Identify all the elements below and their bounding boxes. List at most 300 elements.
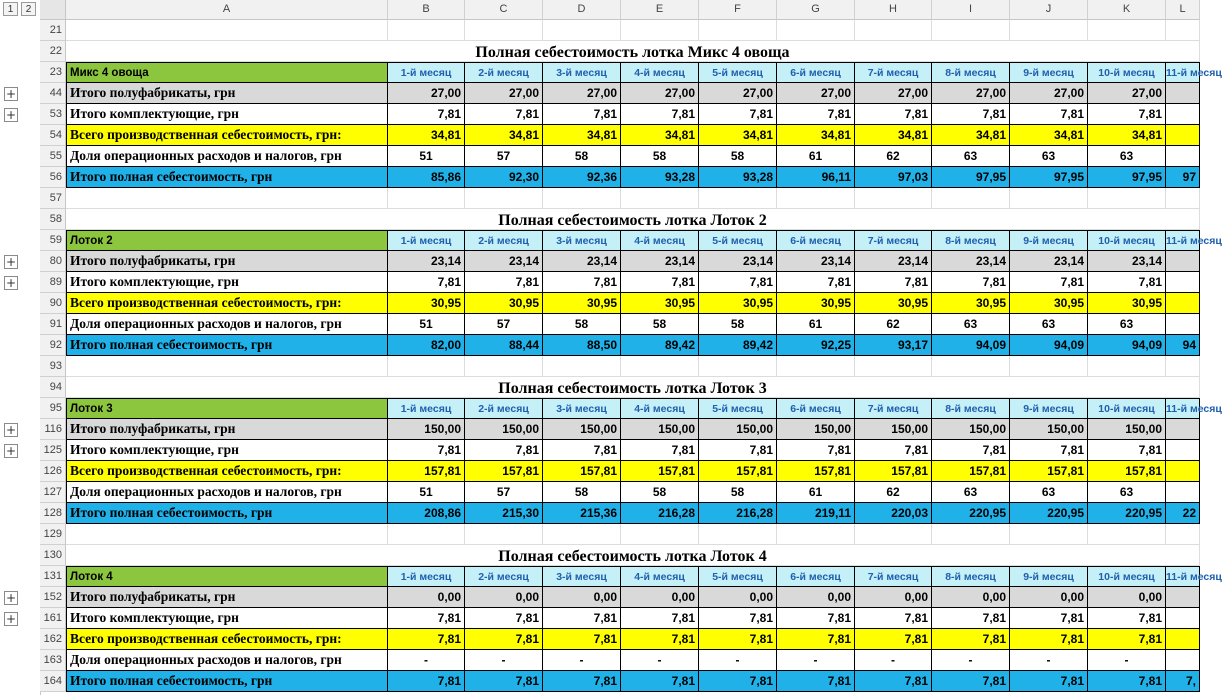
value-cell[interactable]: 27,00 bbox=[777, 83, 855, 104]
outline-level-1-button[interactable]: 1 bbox=[3, 2, 18, 16]
value-cell[interactable]: 150,00 bbox=[932, 419, 1010, 440]
value-cell[interactable]: 51 bbox=[388, 482, 465, 503]
value-cell[interactable]: 7,81 bbox=[932, 440, 1010, 461]
value-cell[interactable]: 7,81 bbox=[465, 272, 543, 293]
value-cell[interactable]: 7,81 bbox=[388, 440, 465, 461]
row-header[interactable]: 21 bbox=[40, 20, 66, 41]
value-cell[interactable]: 96,11 bbox=[777, 167, 855, 188]
value-cell[interactable] bbox=[1166, 482, 1200, 503]
value-cell[interactable]: 63 bbox=[1088, 482, 1166, 503]
blank-cell[interactable] bbox=[621, 20, 699, 41]
value-cell[interactable]: 7,81 bbox=[855, 629, 932, 650]
expand-group-button[interactable]: + bbox=[5, 444, 17, 458]
value-cell[interactable]: 88,50 bbox=[543, 335, 621, 356]
select-all-corner[interactable] bbox=[40, 0, 66, 20]
blank-cell[interactable] bbox=[66, 524, 388, 545]
blank-cell[interactable] bbox=[777, 356, 855, 377]
blank-cell[interactable] bbox=[855, 20, 932, 41]
value-cell[interactable]: 62 bbox=[855, 314, 932, 335]
value-cell[interactable]: 58 bbox=[699, 146, 777, 167]
value-cell[interactable]: 7,81 bbox=[1010, 671, 1088, 692]
value-cell[interactable]: 219,11 bbox=[777, 503, 855, 524]
value-cell[interactable]: 30,95 bbox=[543, 293, 621, 314]
value-cell[interactable]: 157,81 bbox=[1010, 461, 1088, 482]
value-cell[interactable]: 30,95 bbox=[932, 293, 1010, 314]
value-cell[interactable]: 157,81 bbox=[699, 461, 777, 482]
blank-cell[interactable] bbox=[66, 20, 388, 41]
row-header[interactable]: 127 bbox=[40, 482, 66, 503]
value-cell[interactable]: 7,81 bbox=[1088, 608, 1166, 629]
value-cell[interactable]: 7,81 bbox=[932, 629, 1010, 650]
value-cell[interactable]: 22 bbox=[1166, 503, 1200, 524]
column-header-b[interactable]: B bbox=[388, 0, 465, 20]
column-header-h[interactable]: H bbox=[855, 0, 932, 20]
value-cell[interactable]: 63 bbox=[932, 482, 1010, 503]
row-header[interactable]: 23 bbox=[40, 62, 66, 83]
blank-cell[interactable] bbox=[855, 356, 932, 377]
value-cell[interactable]: 7,81 bbox=[777, 608, 855, 629]
value-cell[interactable]: 97,95 bbox=[1010, 167, 1088, 188]
value-cell[interactable]: 7,81 bbox=[621, 440, 699, 461]
value-cell[interactable]: 7,81 bbox=[543, 272, 621, 293]
value-cell[interactable]: 62 bbox=[855, 146, 932, 167]
row-header[interactable]: 55 bbox=[40, 146, 66, 167]
blank-cell[interactable] bbox=[777, 524, 855, 545]
value-cell[interactable]: 23,14 bbox=[1088, 251, 1166, 272]
blank-cell[interactable] bbox=[932, 188, 1010, 209]
value-cell[interactable]: 220,95 bbox=[1010, 503, 1088, 524]
column-header-j[interactable]: J bbox=[1010, 0, 1088, 20]
row-header[interactable]: 95 bbox=[40, 398, 66, 419]
row-header[interactable]: 126 bbox=[40, 461, 66, 482]
value-cell[interactable]: 7,81 bbox=[465, 608, 543, 629]
value-cell[interactable]: 58 bbox=[543, 314, 621, 335]
value-cell[interactable]: 34,81 bbox=[932, 125, 1010, 146]
value-cell[interactable]: - bbox=[699, 650, 777, 671]
blank-cell[interactable] bbox=[699, 356, 777, 377]
value-cell[interactable]: 63 bbox=[932, 314, 1010, 335]
value-cell[interactable]: 58 bbox=[699, 314, 777, 335]
blank-cell[interactable] bbox=[465, 188, 543, 209]
value-cell[interactable]: 23,14 bbox=[1010, 251, 1088, 272]
value-cell[interactable]: 97,03 bbox=[855, 167, 932, 188]
value-cell[interactable]: 58 bbox=[543, 146, 621, 167]
value-cell[interactable]: 7,81 bbox=[699, 608, 777, 629]
value-cell[interactable]: 157,81 bbox=[388, 461, 465, 482]
value-cell[interactable]: 88,44 bbox=[465, 335, 543, 356]
value-cell[interactable]: 157,81 bbox=[465, 461, 543, 482]
value-cell[interactable]: 30,95 bbox=[777, 293, 855, 314]
value-cell[interactable]: 23,14 bbox=[699, 251, 777, 272]
value-cell[interactable]: 34,81 bbox=[699, 125, 777, 146]
blank-cell[interactable] bbox=[777, 20, 855, 41]
value-cell[interactable] bbox=[1166, 83, 1200, 104]
value-cell[interactable]: 208,86 bbox=[388, 503, 465, 524]
value-cell[interactable] bbox=[1166, 461, 1200, 482]
value-cell[interactable]: 7,81 bbox=[543, 608, 621, 629]
value-cell[interactable]: 7,81 bbox=[543, 104, 621, 125]
value-cell[interactable]: 34,81 bbox=[777, 125, 855, 146]
blank-cell[interactable] bbox=[1088, 188, 1166, 209]
row-header[interactable]: 164 bbox=[40, 671, 66, 692]
blank-cell[interactable] bbox=[1166, 356, 1200, 377]
blank-cell[interactable] bbox=[465, 524, 543, 545]
value-cell[interactable]: 7,81 bbox=[621, 608, 699, 629]
value-cell[interactable]: 7,81 bbox=[699, 104, 777, 125]
value-cell[interactable]: 97,95 bbox=[1088, 167, 1166, 188]
value-cell[interactable]: 94 bbox=[1166, 335, 1200, 356]
value-cell[interactable]: 27,00 bbox=[621, 83, 699, 104]
blank-cell[interactable] bbox=[855, 524, 932, 545]
blank-cell[interactable] bbox=[1010, 524, 1088, 545]
value-cell[interactable]: 63 bbox=[1088, 314, 1166, 335]
value-cell[interactable]: 51 bbox=[388, 146, 465, 167]
value-cell[interactable]: 7,81 bbox=[932, 608, 1010, 629]
value-cell[interactable]: - bbox=[388, 650, 465, 671]
value-cell[interactable]: 220,95 bbox=[1088, 503, 1166, 524]
value-cell[interactable]: 7,81 bbox=[388, 104, 465, 125]
blank-cell[interactable] bbox=[388, 356, 465, 377]
value-cell[interactable]: - bbox=[465, 650, 543, 671]
value-cell[interactable]: 157,81 bbox=[777, 461, 855, 482]
blank-cell[interactable] bbox=[388, 524, 465, 545]
value-cell[interactable] bbox=[1166, 125, 1200, 146]
expand-group-button[interactable]: + bbox=[5, 87, 17, 101]
row-header[interactable]: 58 bbox=[40, 209, 66, 230]
blank-cell[interactable] bbox=[1088, 356, 1166, 377]
value-cell[interactable]: 92,30 bbox=[465, 167, 543, 188]
value-cell[interactable]: 30,95 bbox=[699, 293, 777, 314]
value-cell[interactable]: 23,14 bbox=[932, 251, 1010, 272]
expand-group-button[interactable]: + bbox=[5, 591, 17, 605]
row-header[interactable]: 44 bbox=[40, 83, 66, 104]
column-header-l[interactable]: L bbox=[1166, 0, 1200, 20]
value-cell[interactable]: 220,03 bbox=[855, 503, 932, 524]
row-header[interactable]: 80 bbox=[40, 251, 66, 272]
value-cell[interactable]: 7, bbox=[1166, 671, 1200, 692]
value-cell[interactable]: 93,28 bbox=[621, 167, 699, 188]
value-cell[interactable]: 0,00 bbox=[932, 587, 1010, 608]
blank-cell[interactable] bbox=[932, 524, 1010, 545]
column-header-g[interactable]: G bbox=[777, 0, 855, 20]
value-cell[interactable]: 150,00 bbox=[621, 419, 699, 440]
value-cell[interactable]: 7,81 bbox=[777, 272, 855, 293]
row-header[interactable]: 53 bbox=[40, 104, 66, 125]
blank-cell[interactable] bbox=[465, 20, 543, 41]
column-header-c[interactable]: C bbox=[465, 0, 543, 20]
blank-cell[interactable] bbox=[1166, 188, 1200, 209]
value-cell[interactable]: - bbox=[777, 650, 855, 671]
value-cell[interactable]: 61 bbox=[777, 482, 855, 503]
blank-cell[interactable] bbox=[543, 356, 621, 377]
value-cell[interactable]: 7,81 bbox=[777, 104, 855, 125]
value-cell[interactable]: 51 bbox=[388, 314, 465, 335]
blank-cell[interactable] bbox=[66, 356, 388, 377]
value-cell[interactable]: 150,00 bbox=[465, 419, 543, 440]
value-cell[interactable]: 0,00 bbox=[1088, 587, 1166, 608]
row-header[interactable]: 128 bbox=[40, 503, 66, 524]
blank-cell[interactable] bbox=[621, 356, 699, 377]
row-header[interactable]: 89 bbox=[40, 272, 66, 293]
value-cell[interactable]: - bbox=[543, 650, 621, 671]
value-cell[interactable]: 57 bbox=[465, 314, 543, 335]
value-cell[interactable] bbox=[1166, 104, 1200, 125]
value-cell[interactable]: 7,81 bbox=[465, 104, 543, 125]
value-cell[interactable]: 30,95 bbox=[855, 293, 932, 314]
value-cell[interactable]: 0,00 bbox=[543, 587, 621, 608]
value-cell[interactable] bbox=[1166, 293, 1200, 314]
value-cell[interactable]: 61 bbox=[777, 314, 855, 335]
value-cell[interactable]: 58 bbox=[699, 482, 777, 503]
row-header[interactable]: 94 bbox=[40, 377, 66, 398]
value-cell[interactable]: 7,81 bbox=[699, 629, 777, 650]
row-header[interactable]: 131 bbox=[40, 566, 66, 587]
row-header[interactable]: 163 bbox=[40, 650, 66, 671]
value-cell[interactable]: 0,00 bbox=[388, 587, 465, 608]
value-cell[interactable] bbox=[1166, 251, 1200, 272]
value-cell[interactable]: 27,00 bbox=[465, 83, 543, 104]
value-cell[interactable]: 215,36 bbox=[543, 503, 621, 524]
value-cell[interactable]: 58 bbox=[621, 482, 699, 503]
value-cell[interactable]: 27,00 bbox=[388, 83, 465, 104]
value-cell[interactable]: 94,09 bbox=[932, 335, 1010, 356]
outline-level-2-button[interactable]: 2 bbox=[21, 2, 36, 16]
row-header[interactable]: 91 bbox=[40, 314, 66, 335]
value-cell[interactable]: 0,00 bbox=[699, 587, 777, 608]
expand-group-button[interactable]: + bbox=[5, 612, 17, 626]
value-cell[interactable]: 7,81 bbox=[1010, 440, 1088, 461]
value-cell[interactable]: 27,00 bbox=[543, 83, 621, 104]
value-cell[interactable]: 82,00 bbox=[388, 335, 465, 356]
value-cell[interactable]: 7,81 bbox=[621, 272, 699, 293]
expand-group-button[interactable]: + bbox=[5, 255, 17, 269]
value-cell[interactable]: 7,81 bbox=[699, 272, 777, 293]
value-cell[interactable]: 0,00 bbox=[621, 587, 699, 608]
value-cell[interactable]: 157,81 bbox=[932, 461, 1010, 482]
row-header[interactable]: 90 bbox=[40, 293, 66, 314]
row-header[interactable]: 56 bbox=[40, 167, 66, 188]
value-cell[interactable]: 7,81 bbox=[621, 104, 699, 125]
row-header[interactable]: 57 bbox=[40, 188, 66, 209]
value-cell[interactable]: 97,95 bbox=[932, 167, 1010, 188]
value-cell[interactable] bbox=[1166, 587, 1200, 608]
value-cell[interactable]: 23,14 bbox=[388, 251, 465, 272]
value-cell[interactable]: 0,00 bbox=[1010, 587, 1088, 608]
blank-cell[interactable] bbox=[1088, 20, 1166, 41]
value-cell[interactable]: 7,81 bbox=[465, 671, 543, 692]
value-cell[interactable]: 89,42 bbox=[621, 335, 699, 356]
blank-cell[interactable] bbox=[1088, 524, 1166, 545]
value-cell[interactable] bbox=[1166, 650, 1200, 671]
value-cell[interactable]: 30,95 bbox=[621, 293, 699, 314]
value-cell[interactable]: 30,95 bbox=[465, 293, 543, 314]
value-cell[interactable] bbox=[1166, 440, 1200, 461]
value-cell[interactable]: 92,25 bbox=[777, 335, 855, 356]
value-cell[interactable]: 58 bbox=[543, 482, 621, 503]
blank-cell[interactable] bbox=[388, 20, 465, 41]
value-cell[interactable]: 27,00 bbox=[855, 83, 932, 104]
value-cell[interactable]: 7,81 bbox=[1088, 440, 1166, 461]
blank-cell[interactable] bbox=[1166, 20, 1200, 41]
value-cell[interactable]: 34,81 bbox=[465, 125, 543, 146]
value-cell[interactable]: 7,81 bbox=[699, 440, 777, 461]
value-cell[interactable] bbox=[1166, 608, 1200, 629]
column-header-a[interactable]: A bbox=[66, 0, 388, 20]
value-cell[interactable]: 63 bbox=[1010, 482, 1088, 503]
value-cell[interactable]: 0,00 bbox=[855, 587, 932, 608]
value-cell[interactable]: 150,00 bbox=[1088, 419, 1166, 440]
expand-group-button[interactable]: + bbox=[5, 276, 17, 290]
row-header[interactable]: 152 bbox=[40, 587, 66, 608]
value-cell[interactable]: 7,81 bbox=[543, 671, 621, 692]
value-cell[interactable]: 7,81 bbox=[777, 671, 855, 692]
row-header[interactable]: 54 bbox=[40, 125, 66, 146]
value-cell[interactable]: 7,81 bbox=[465, 440, 543, 461]
value-cell[interactable]: 61 bbox=[777, 146, 855, 167]
value-cell[interactable]: 7,81 bbox=[1088, 629, 1166, 650]
value-cell[interactable]: 63 bbox=[1010, 314, 1088, 335]
value-cell[interactable]: 157,81 bbox=[621, 461, 699, 482]
value-cell[interactable]: - bbox=[1010, 650, 1088, 671]
value-cell[interactable] bbox=[1166, 629, 1200, 650]
value-cell[interactable]: 150,00 bbox=[855, 419, 932, 440]
value-cell[interactable]: 7,81 bbox=[465, 629, 543, 650]
column-header-e[interactable]: E bbox=[621, 0, 699, 20]
value-cell[interactable]: 157,81 bbox=[855, 461, 932, 482]
value-cell[interactable]: 7,81 bbox=[855, 440, 932, 461]
value-cell[interactable] bbox=[1166, 146, 1200, 167]
value-cell[interactable]: 30,95 bbox=[1010, 293, 1088, 314]
blank-cell[interactable] bbox=[66, 188, 388, 209]
value-cell[interactable]: 27,00 bbox=[699, 83, 777, 104]
value-cell[interactable]: 97 bbox=[1166, 167, 1200, 188]
row-header[interactable]: 93 bbox=[40, 356, 66, 377]
value-cell[interactable]: 150,00 bbox=[777, 419, 855, 440]
value-cell[interactable]: 23,14 bbox=[621, 251, 699, 272]
value-cell[interactable]: 7,81 bbox=[621, 629, 699, 650]
blank-cell[interactable] bbox=[543, 20, 621, 41]
value-cell[interactable]: 27,00 bbox=[932, 83, 1010, 104]
value-cell[interactable]: 93,28 bbox=[699, 167, 777, 188]
value-cell[interactable]: 7,81 bbox=[388, 608, 465, 629]
row-header[interactable]: 92 bbox=[40, 335, 66, 356]
blank-cell[interactable] bbox=[621, 524, 699, 545]
column-header-f[interactable]: F bbox=[699, 0, 777, 20]
blank-cell[interactable] bbox=[388, 188, 465, 209]
row-header[interactable]: 130 bbox=[40, 545, 66, 566]
value-cell[interactable]: 216,28 bbox=[621, 503, 699, 524]
value-cell[interactable]: 7,81 bbox=[1088, 104, 1166, 125]
value-cell[interactable]: 58 bbox=[621, 314, 699, 335]
value-cell[interactable]: 215,30 bbox=[465, 503, 543, 524]
row-header[interactable]: 161 bbox=[40, 608, 66, 629]
row-header[interactable]: 116 bbox=[40, 419, 66, 440]
blank-cell[interactable] bbox=[932, 356, 1010, 377]
blank-cell[interactable] bbox=[855, 188, 932, 209]
value-cell[interactable]: 7,81 bbox=[932, 272, 1010, 293]
value-cell[interactable]: 93,17 bbox=[855, 335, 932, 356]
blank-cell[interactable] bbox=[1010, 356, 1088, 377]
value-cell[interactable]: 0,00 bbox=[465, 587, 543, 608]
value-cell[interactable]: 57 bbox=[465, 482, 543, 503]
value-cell[interactable]: 23,14 bbox=[855, 251, 932, 272]
blank-cell[interactable] bbox=[932, 20, 1010, 41]
value-cell[interactable] bbox=[1166, 314, 1200, 335]
value-cell[interactable]: 34,81 bbox=[1088, 125, 1166, 146]
expand-group-button[interactable]: + bbox=[5, 108, 17, 122]
value-cell[interactable]: 7,81 bbox=[855, 608, 932, 629]
blank-cell[interactable] bbox=[699, 20, 777, 41]
value-cell[interactable]: 7,81 bbox=[777, 440, 855, 461]
expand-group-button[interactable]: + bbox=[5, 423, 17, 437]
row-header[interactable]: 59 bbox=[40, 230, 66, 251]
value-cell[interactable]: 7,81 bbox=[855, 272, 932, 293]
value-cell[interactable]: 7,81 bbox=[1010, 608, 1088, 629]
value-cell[interactable]: 63 bbox=[1088, 146, 1166, 167]
value-cell[interactable]: - bbox=[621, 650, 699, 671]
value-cell[interactable]: 7,81 bbox=[932, 671, 1010, 692]
blank-cell[interactable] bbox=[1010, 188, 1088, 209]
value-cell[interactable]: 7,81 bbox=[1010, 272, 1088, 293]
value-cell[interactable]: 85,86 bbox=[388, 167, 465, 188]
value-cell[interactable]: 94,09 bbox=[1088, 335, 1166, 356]
value-cell[interactable]: 150,00 bbox=[543, 419, 621, 440]
value-cell[interactable]: 7,81 bbox=[388, 272, 465, 293]
blank-cell[interactable] bbox=[699, 524, 777, 545]
value-cell[interactable]: 89,42 bbox=[699, 335, 777, 356]
value-cell[interactable]: 23,14 bbox=[543, 251, 621, 272]
value-cell[interactable]: 34,81 bbox=[1010, 125, 1088, 146]
row-header[interactable]: 162 bbox=[40, 629, 66, 650]
blank-cell[interactable] bbox=[465, 356, 543, 377]
value-cell[interactable]: 7,81 bbox=[543, 440, 621, 461]
column-header-i[interactable]: I bbox=[932, 0, 1010, 20]
blank-cell[interactable] bbox=[699, 188, 777, 209]
row-header[interactable]: 125 bbox=[40, 440, 66, 461]
value-cell[interactable]: 58 bbox=[621, 146, 699, 167]
value-cell[interactable]: 34,81 bbox=[388, 125, 465, 146]
value-cell[interactable]: 150,00 bbox=[699, 419, 777, 440]
value-cell[interactable]: 7,81 bbox=[1088, 671, 1166, 692]
value-cell[interactable]: 7,81 bbox=[855, 104, 932, 125]
value-cell[interactable]: 62 bbox=[855, 482, 932, 503]
value-cell[interactable]: 7,81 bbox=[699, 671, 777, 692]
value-cell[interactable]: 30,95 bbox=[388, 293, 465, 314]
value-cell[interactable]: 7,81 bbox=[855, 671, 932, 692]
value-cell[interactable]: 27,00 bbox=[1088, 83, 1166, 104]
value-cell[interactable]: 216,28 bbox=[699, 503, 777, 524]
blank-cell[interactable] bbox=[777, 188, 855, 209]
value-cell[interactable]: 150,00 bbox=[1010, 419, 1088, 440]
value-cell[interactable]: 23,14 bbox=[465, 251, 543, 272]
value-cell[interactable]: 7,81 bbox=[543, 629, 621, 650]
value-cell[interactable]: - bbox=[855, 650, 932, 671]
value-cell[interactable]: 63 bbox=[1010, 146, 1088, 167]
value-cell[interactable]: 7,81 bbox=[1010, 629, 1088, 650]
value-cell[interactable]: 94,09 bbox=[1010, 335, 1088, 356]
value-cell[interactable]: 7,81 bbox=[1088, 272, 1166, 293]
value-cell[interactable]: 7,81 bbox=[621, 671, 699, 692]
value-cell[interactable]: 34,81 bbox=[543, 125, 621, 146]
value-cell[interactable]: 150,00 bbox=[388, 419, 465, 440]
value-cell[interactable]: 0,00 bbox=[777, 587, 855, 608]
value-cell[interactable]: 7,81 bbox=[1010, 104, 1088, 125]
blank-cell[interactable] bbox=[543, 524, 621, 545]
value-cell[interactable] bbox=[1166, 272, 1200, 293]
value-cell[interactable]: 157,81 bbox=[543, 461, 621, 482]
row-header[interactable]: 129 bbox=[40, 524, 66, 545]
value-cell[interactable]: 7,81 bbox=[388, 671, 465, 692]
